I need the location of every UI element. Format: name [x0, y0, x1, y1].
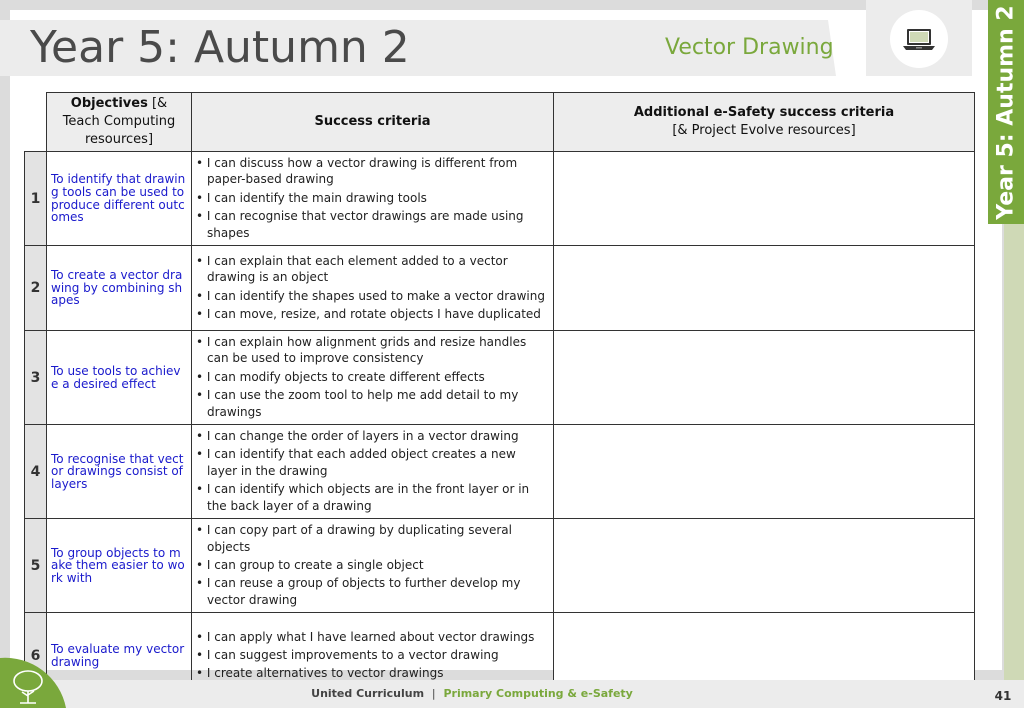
- header-additional-bold: Additional e-Safety success criteria: [633, 105, 895, 120]
- criteria-item: • I create alternatives to vector drawings: [196, 665, 549, 681]
- criteria-item: • I can suggest improvements to a vector drawing: [196, 647, 549, 663]
- criteria-list: [196, 428, 549, 514]
- page-number: 41: [994, 689, 1012, 703]
- header-row: [25, 93, 975, 152]
- success-criteria-cell: [192, 246, 554, 331]
- tree-logo: [0, 648, 66, 708]
- row-number: 1: [25, 152, 47, 246]
- side-tab-label: Year 5: Autumn 2: [993, 4, 1019, 220]
- row-number: 4: [25, 425, 47, 519]
- criteria-list: [196, 334, 549, 420]
- criteria-item: • I can identify the shapes used to make a vector drawing: [196, 288, 549, 304]
- criteria-item: • I can identify the main drawing tools: [196, 190, 549, 206]
- table-row: [25, 246, 975, 331]
- criteria-item: • I can explain how alignment grids and resize handles can be used to improve consistency: [196, 334, 549, 367]
- criteria-item: • I can identify that each added object creates a new layer in the drawing: [196, 446, 549, 479]
- footer-separator: |: [431, 687, 436, 700]
- criteria-item: • I can copy part of a drawing by duplicating several objects: [196, 522, 549, 555]
- row-number: 3: [25, 331, 47, 425]
- objective-link[interactable]: To use tools to achieve a desired effect: [47, 331, 192, 425]
- table-row: [25, 425, 975, 519]
- table-row: [25, 152, 975, 246]
- criteria-list: [196, 155, 549, 241]
- unit-subtitle: Vector Drawing: [665, 35, 834, 60]
- objective-link[interactable]: To recognise that vector drawings consist of layers: [47, 425, 192, 519]
- header-objectives-rest: [& Teach Computing resources]: [62, 96, 176, 147]
- header-additional-rest: [& Project Evolve resources]: [672, 123, 856, 138]
- esafety-criteria-cell: [554, 331, 975, 425]
- criteria-item: • I can group to create a single object: [196, 557, 549, 573]
- criteria-item: • I can apply what I have learned about vector drawings: [196, 629, 549, 645]
- side-strip: [1004, 224, 1024, 680]
- criteria-item: • I can use the zoom tool to help me add detail to my drawings: [196, 387, 549, 420]
- criteria-item: • I can reuse a group of objects to further develop my vector drawing: [196, 575, 549, 608]
- table-row: [25, 519, 975, 613]
- success-criteria-cell: [192, 519, 554, 613]
- objective-link[interactable]: To group objects to make them easier to work with: [47, 519, 192, 613]
- objective-link[interactable]: To create a vector drawing by combining shapes: [47, 246, 192, 331]
- laptop-icon: [898, 18, 940, 60]
- esafety-criteria-cell: [554, 425, 975, 519]
- criteria-list: [196, 253, 549, 323]
- footer-text: [0, 687, 944, 700]
- footer-left: United Curriculum: [311, 687, 425, 700]
- success-criteria-cell: [192, 152, 554, 246]
- header-objectives-bold: Objectives: [70, 96, 148, 111]
- table-row: [25, 331, 975, 425]
- criteria-list: [196, 522, 549, 608]
- success-criteria-cell: [192, 425, 554, 519]
- criteria-item: • I can explain that each element added to a vector drawing is an object: [196, 253, 549, 286]
- corner-cell: [25, 93, 47, 152]
- criteria-item: • I can modify objects to create different effects: [196, 369, 549, 385]
- header-success-label: Success criteria: [314, 114, 431, 129]
- objective-link[interactable]: To identify that drawing tools can be used to produce different outcomes: [47, 152, 192, 246]
- header-objectives: [47, 93, 192, 152]
- criteria-table: [24, 92, 975, 699]
- esafety-criteria-cell: [554, 246, 975, 331]
- criteria-list: [196, 629, 549, 682]
- side-tab-label-wrap: [988, 0, 1024, 224]
- footer-right: Primary Computing & e-Safety: [443, 687, 633, 700]
- page-title: Year 5: Autumn 2: [30, 22, 410, 73]
- criteria-item: • I can move, resize, and rotate objects I have duplicated: [196, 306, 549, 322]
- criteria-item: • I can recognise that vector drawings are made using shapes: [196, 208, 549, 241]
- esafety-criteria-cell: [554, 152, 975, 246]
- row-number: 6: [25, 613, 47, 699]
- esafety-criteria-cell: [554, 519, 975, 613]
- header-additional: [554, 93, 975, 152]
- row-number: 5: [25, 519, 47, 613]
- criteria-item: • I can discuss how a vector drawing is different from paper-based drawing: [196, 155, 549, 188]
- row-number: 2: [25, 246, 47, 331]
- header-success: [192, 93, 554, 152]
- success-criteria-cell: [192, 331, 554, 425]
- objective-link[interactable]: To evaluate my vector drawing: [47, 613, 192, 699]
- criteria-item: • I can change the order of layers in a vector drawing: [196, 428, 549, 444]
- criteria-item: • I can identify which objects are in the front layer or in the back layer of a drawing: [196, 481, 549, 514]
